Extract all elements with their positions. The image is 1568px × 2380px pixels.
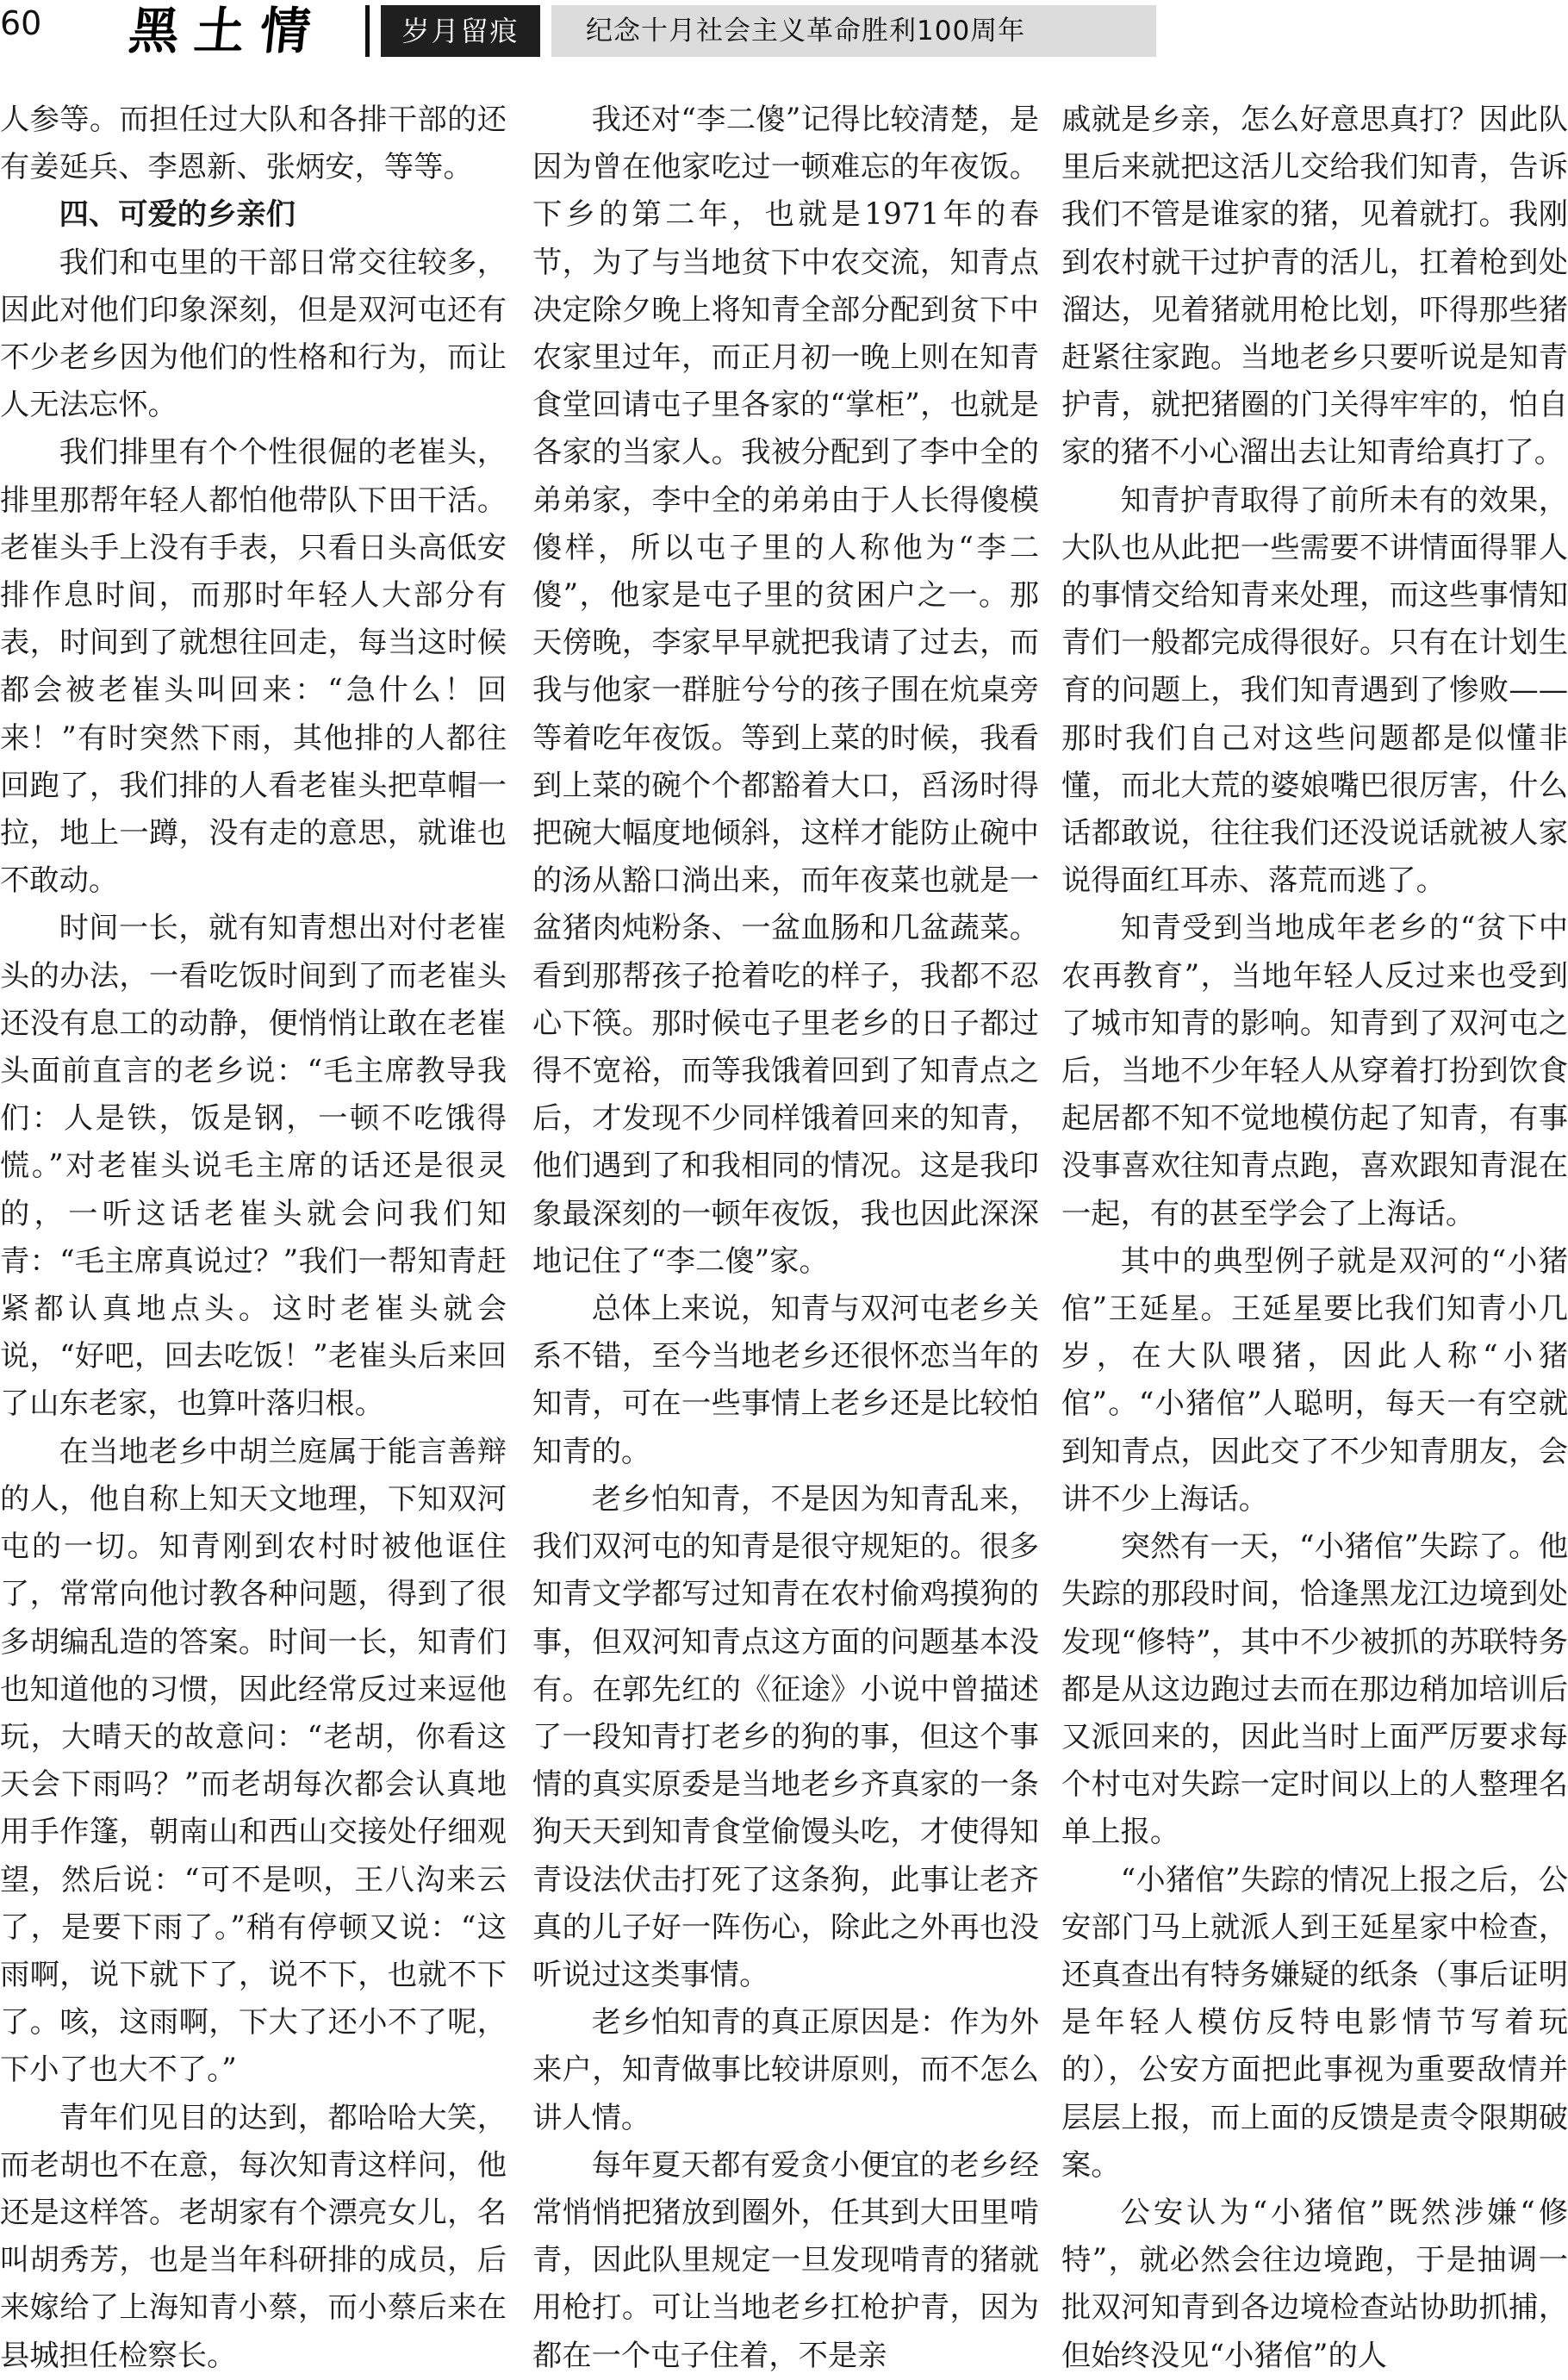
paragraph: 总体上来说，知青与双河屯老乡关系不错，至今当地老乡还很怀恋当年的知青，可在一些事情上老乡还是比较怕知青的。 [532, 1292, 1039, 1469]
paragraph: 时间一长，就有知青想出对付老崔头的办法，一看吃饭时间到了而老崔头还没有息工的动静，便悄悄让敢在老崔头面前直言的老乡说：“毛主席教导我们：人是铁，饭是钢，一顿不吃饿得慌。”对老崔头说毛主席的话还是很灵的，一听这话老崔头就会问我们知青：“毛主席真说过？”我们一帮知青赶紧都认真地点头。这时老崔头就会说，“好吧，回去吃饭！”老崔头后来回了山东老家，也算叶落归根。 [0, 911, 507, 1422]
column-3 [1061, 97, 1568, 2373]
header-divider [365, 5, 370, 57]
masthead-logo: 黑土情 [126, 2, 329, 60]
section-tag: 岁月留痕 [381, 5, 540, 57]
page-number: 60 [0, 4, 42, 42]
paragraph: 我们排里有个个性很倔的老崔头，排里那帮年轻人都怕他带队下田干活。老崔头手上没有手表，只看日头高低安排作息时间，而那时年轻人大部分有表，时间到了就想往回走，每当这时候都会被老崔头叫回来：“急什么！回来！”有时突然下雨，其他排的人都往回跑了，我们排的人看老崔头把草帽一拉，地上一蹲，没有走的意思，就谁也不敢动。 [0, 435, 507, 899]
paragraph: “小猪倌”失踪的情况上报之后，公安部门马上就派人到王延星家中检查，还真查出有特务嫌疑的纸条（事后证明是年轻人模仿反特电影情节写着玩的），公安方面把此事视为重要敌情并层层上报，而上面的反馈是责令限期破案。 [1061, 1862, 1568, 2183]
column-2 [532, 97, 1039, 2373]
paragraph: 我还对“李二傻”记得比较清楚，是因为曾在他家吃过一顿难忘的年夜饭。下乡的第二年，也就是1971年的春节，为了与当地贫下中农交流，知青点决定除夕晚上将知青全部分配到贫下中农家里过年，而正月初一晚上则在知青食堂回请屯子里各家的“掌柜”，也就是各家的当家人。我被分配到了李中全的弟弟家，李中全的弟弟由于人长得傻模傻样，所以屯子里的人称他为“李二傻”，他家是屯子里的贫困户之一。那天傍晚，李家早早就把我请了过去，而我与他家一群脏兮兮的孩子围在炕桌旁等着吃年夜饭。等到上菜的时候，我看到上菜的碗个个都豁着大口，舀汤时得把碗大幅度地倾斜，这样才能防止碗中的汤从豁口淌出来，而年夜菜也就是一盆猪肉炖粉条、一盆血肠和几盆蔬菜。看到那帮孩子抢着吃的样子，我都不忍心下筷。那时候屯子里老乡的日子都过得不宽裕，而等我饿着回到了知青点之后，才发现不少同样饿着回来的知青，他们遇到了和我相同的情况。这是我印象最深刻的一顿年夜饭，我也因此深深地记住了“李二傻”家。 [532, 103, 1039, 1279]
paragraph: 知青护青取得了前所未有的效果，大队也从此把一些需要不讲情面得罪人的事情交给知青来处理，而这些事情知青们一般都完成得很好。只有在计划生育的问题上，我们知青遇到了惨败——那时我们自己对这些问题都是似懂非懂，而北大荒的婆娘嘴巴很厉害，什么话都敢说，往往我们还没说话就被人家说得面红耳赤、落荒而逃了。 [1061, 483, 1568, 899]
paragraph: 青年们见目的达到，都哈哈大笑，而老胡也不在意，每次知青这样问，他还是这样答。老胡家有个漂亮女儿，名叫胡秀芳，也是当年科研排的成员，后来嫁给了上海知青小蔡，而小蔡后来在县城担任检察长。 [0, 2100, 507, 2373]
paragraph: 老乡怕知青的真正原因是：作为外来户，知青做事比较讲原则，而不怎么讲人情。 [532, 2005, 1039, 2135]
paragraph: 在当地老乡中胡兰庭属于能言善辩的人，他自称上知天文地理，下知双河屯的一切。知青刚到农村时被他诓住了，常常向他讨教各种问题，得到了很多胡编乱造的答案。时间一长，知青们也知道他的习惯，因此经常反过来逗他玩，大晴天的故意问：“老胡，你看这天会下雨吗？”而老胡每次都会认真地用手作篷，朝南山和西山交接处仔细观望，然后说：“可不是呗，王八沟来云了，是要下雨了。”稍有停顿又说：“这雨啊，说下就下了，说不下，也就不下了。咳，这雨啊，下大了还小不了呢，下小了也大不了。” [0, 1434, 507, 2088]
article-columns [0, 97, 1568, 2373]
paragraph: 每年夏天都有爱贪小便宜的老乡经常悄悄把猪放到圈外，任其到大田里啃青，因此队里规定一旦发现啃青的猪就用枪打。可让当地老乡扛枪护青，因为都在一个屯子住着，不是亲 [532, 2147, 1039, 2373]
paragraph: 知青受到当地成年老乡的“贫下中农再教育”，当地年轻人反过来也受到了城市知青的影响。知青到了双河屯之后，当地不少年轻人从穿着打扮到饮食起居都不知不觉地模仿起了知青，有事没事喜欢往知青点跑，喜欢跟知青混在一起，有的甚至学会了上海话。 [1061, 911, 1568, 1231]
paragraph: 公安认为“小猪倌”既然涉嫌“修特”，就必然会往边境跑，于是抽调一批双河知青到各边境检查站协助抓捕，但始终没见“小猪倌”的人 [1061, 2195, 1568, 2373]
paragraph: 我们和屯里的干部日常交往较多，因此对他们印象深刻，但是双河屯还有不少老乡因为他们的性格和行为，而让人无法忘怀。 [0, 245, 507, 423]
page-header [0, 0, 1551, 65]
paragraph: 老乡怕知青，不是因为知青乱来，我们双河屯的知青是很守规矩的。很多知青文学都写过知青在农村偷鸡摸狗的事，但双河知青点这方面的问题基本没有。在郭先红的《征途》小说中曾描述了一段知青打老乡的狗的事，但这个事情的真实原委是当地老乡齐真家的一条狗天天到知青食堂偷馒头吃，才使得知青设法伏击打死了这条狗，此事让老齐真的儿子好一阵伤心，除此之外再也没听说过这类事情。 [532, 1481, 1039, 1992]
header-banner: 纪念十月社会主义革命胜利100周年 [551, 5, 1156, 57]
paragraph: 戚就是乡亲，怎么好意思真打？因此队里后来就把这活儿交给我们知青，告诉我们不管是谁家的猪，见着就打。我刚到农村就干过护青的活儿，扛着枪到处溜达，见着猪就用枪比划，吓得那些猪赶紧往家跑。当地老乡只要听说是知青护青，就把猪圈的门关得牢牢的，怕自家的猪不小心溜出去让知青给真打了。 [1061, 103, 1568, 470]
paragraph: 突然有一天，“小猪倌”失踪了。他失踪的那段时间，恰逢黑龙江边境到处发现“修特”，其中不少被抓的苏联特务都是从这边跑过去而在那边稍加培训后又派回来的，因此当时上面严厉要求每个村屯对失踪一定时间以上的人整理名单上报。 [1061, 1530, 1568, 1850]
paragraph: 其中的典型例子就是双河的“小猪倌”王延星。王延星要比我们知青小几岁，在大队喂猪，因此人称“小猪倌”。“小猪倌”人聪明，每天一有空就到知青点，因此交了不少知青朋友，会讲不少上海话。 [1061, 1243, 1568, 1517]
column-1 [0, 97, 507, 2373]
section-heading: 四、可爱的乡亲们 [59, 197, 296, 233]
paragraph: 人参等。而担任过大队和各排干部的还有姜延兵、李恩新、张炳安，等等。 [0, 103, 507, 185]
